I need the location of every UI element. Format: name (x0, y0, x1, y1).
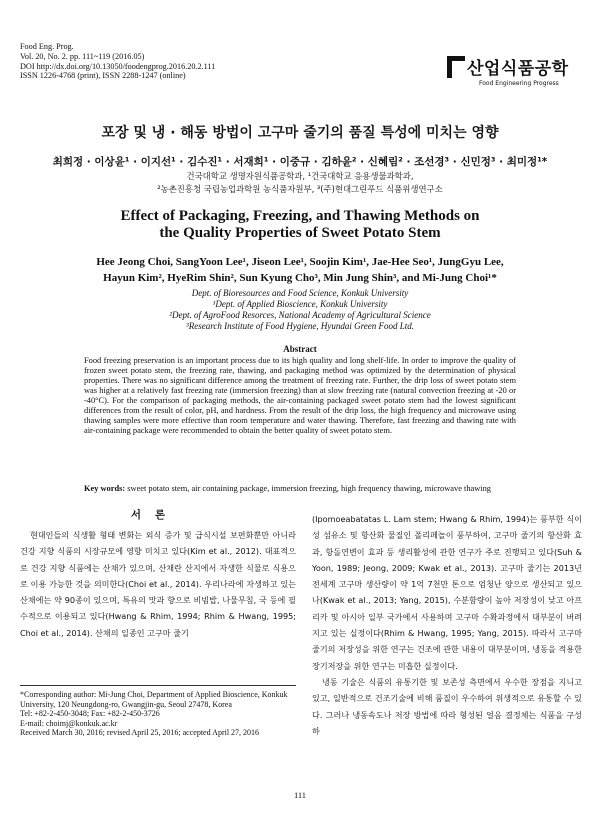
footnote-corresponding: *Corresponding author: Mi-Jung Choi, Department of Applied Bioscience, Konkuk University, 120 Neungdong-ro, Gwangjin-gu, Seoul 27478, Korea (20, 690, 288, 709)
logo-mark-icon (447, 56, 465, 78)
english-authors (40, 254, 560, 286)
keywords-text: sweet potato stem, air containing package, immersion freezing, high frequency thawing, microwave thawing (127, 484, 491, 493)
korean-affiliation-line: ²농촌진흥청 국립농업과학원 농식품자원부, ³(주)현대그린푸드 식품위생연구소 (157, 184, 443, 194)
keywords (84, 484, 516, 494)
english-title (0, 208, 600, 242)
journal-doi: DOI http://dx.doi.org/10.13050/foodengprog.2016.20.2.111 (20, 61, 216, 71)
english-affiliation-line: Dept. of Bioresources and Food Science, Konkuk University (191, 288, 409, 298)
korean-authors: 최희정 · 이상윤¹ · 이지선¹ · 김수진¹ · 서재희¹ · 이중규 · 김하윤² · 신혜림² · 조선경³ · 신민정³ · 최미정¹* (52, 156, 548, 168)
page-number: 111 (293, 790, 307, 800)
english-authors-line: Hee Jeong Choi, SangYoon Lee¹, Jiseon Lee¹, Soojin Kim¹, Jae-Hee Seo¹, JungGyu Lee, (96, 256, 504, 268)
english-affiliation-line: ²Dept. of AgroFood Resorces, National Academy of Agricultural Science (169, 310, 431, 320)
english-authors-line: Hayun Kim², HyeRim Shin², Sun Kyung Cho³, Min Jung Shin³, and Mi-Jung Choi¹* (103, 272, 497, 284)
logo-text: 산업식품공학 (467, 59, 569, 79)
english-affiliations (0, 288, 600, 332)
journal-volume: Vol. 20, No. 2. pp. 111~119 (2016.05) (20, 51, 145, 61)
journal-issn: ISSN 1226-4768 (print), ISSN 2288-1247 (online) (20, 71, 186, 81)
body-paragraph: 현대인들의 식생활 형태 변화는 외식 증가 및 급식시설 보편화뿐만 아니라 건강 지향 식품의 시장규모에 영향 미치고 있다(Kim et al., 2012). 대표적으로 건강 지향 식품에는 산채가 있으며, 산채란 산지에서 자생한 식물로 식용으로 이용 가능한 것을 의미한다(Choi et al., 2014). 우리나라에 자생하고 있는 산채에는 약 90종이 있으며, 특유의 맛과 향으로 비빔밥, 나물무침, 국 등에 필수적으로 이용되고 있다(Hwang & Rhim, 1994; Rhim & Hwang, 1995; Choi et al., 2014). 산채의 일종인 고구마 줄기 (20, 530, 296, 638)
korean-title: 포장 및 냉 · 해동 방법이 고구마 줄기의 품질 특성에 미치는 영향 (101, 125, 499, 141)
english-title-line: the Quality Properties of Sweet Potato Stem (159, 225, 441, 241)
body-column-left (20, 527, 296, 641)
journal-logo (447, 56, 582, 96)
abstract-body: Food freezing preservation is an important process due to its high quality and long shelf-life. In order to improve the quality of frozen sweet potato stem, the freezing rate, thawing, and packaging method was optimized by the determination of physical properties. There was no significant difference among the treatment of freezing rate. Further, the drip loss of sweet potato stem was higher at a relatively fast freezing rate (immersion freezing) than at slow freezing rate (natural convection freezing at -20 or -40°C). For the comparison of packaging methods, the air-containing packaged sweet potato stem had the lowest significant differences from the result of color, pH, and hardness. From the result of the drip loss, the high frequency and microwave using thawing samples were more effective than room temperature and water thawing. Therefore, fast freezing and thawing rate with air-containing package were recommended to obtain the better quality of sweet potato stem. (84, 356, 516, 435)
korean-affiliation-line: 건국대학교 생명자원식품공학과, ¹건국대학교 응용생물과학과, (186, 171, 414, 181)
body-paragraph: 냉동 기술은 식품의 유통기한 및 보존성 측면에서 우수한 장점을 지니고 있고, 일반적으로 건조기술에 비해 품질이 우수하여 위생적으로 유통할 수 있다. 그러나 냉동속도나 저장 방법에 따라 형성된 얼음 결정체는 식품을 구성하 (312, 676, 582, 736)
footnote (20, 690, 296, 738)
body-paragraph: (Ipomoeabatatas L. Lam stem; Hwang & Rhim, 1994)는 풍부한 식이성 섬유소 및 항산화 물질인 폴리페놀이 풍부하여, 고구마 줄기의 항산화 효과, 항돌연변이 효과 등 생리활성에 관한 연구가 주로 진행되고 있다(Suh & Yoon, 1989; Jeong, 2009; Kwak et al., 2013). 고구마 줄기는 2013년 전세계 고구마 생산량이 약 1억 7천만 톤으로 엄청난 양으로 생산되고 있으나(Kwak et al., 2013; Yang, 2015), 수분함량이 높아 저장성이 낮고 아프리카 및 아시아 일부 국가에서 사용하며 고구마 수확과정에서 대부분이 버려지고 있는 실정이다(Rhim & Hwang, 1995; Yang, 2015). 따라서 고구마 줄기의 저장성을 위한 연구는 건조에 관한 내용이 대부분이며, 냉동을 적용한 장기저장을 위한 연구는 미흡한 실정이다. (312, 514, 582, 671)
footnote-received: Received March 30, 2016; revised April 25, 2016; accepted April 27, 2016 (20, 728, 260, 738)
footnote-divider (20, 685, 296, 686)
korean-affiliations (0, 170, 600, 196)
logo-subtitle: Food Engineering Progress (479, 80, 559, 87)
body-column-right (312, 511, 582, 739)
section-heading-introduction: 서론 (130, 509, 180, 521)
abstract-heading: Abstract (283, 344, 317, 354)
journal-info (20, 42, 215, 81)
keywords-label: Key words: (84, 484, 126, 493)
journal-name: Food Eng. Prog. (20, 42, 74, 51)
english-title-line: Effect of Packaging, Freezing, and Thawing Methods on (120, 208, 480, 224)
english-affiliation-line: ¹Dept. of Applied Bioscience, Konkuk University (212, 299, 388, 309)
english-affiliation-line: ³Research Institute of Food Hygiene, Hyundai Green Food Ltd. (186, 321, 414, 331)
footnote-tel: Tel: +82-2-450-3048; Fax: +82-2-450-3726 (20, 709, 160, 719)
footnote-email: E-mail: choimj@konkuk.ac.kr (20, 718, 118, 728)
